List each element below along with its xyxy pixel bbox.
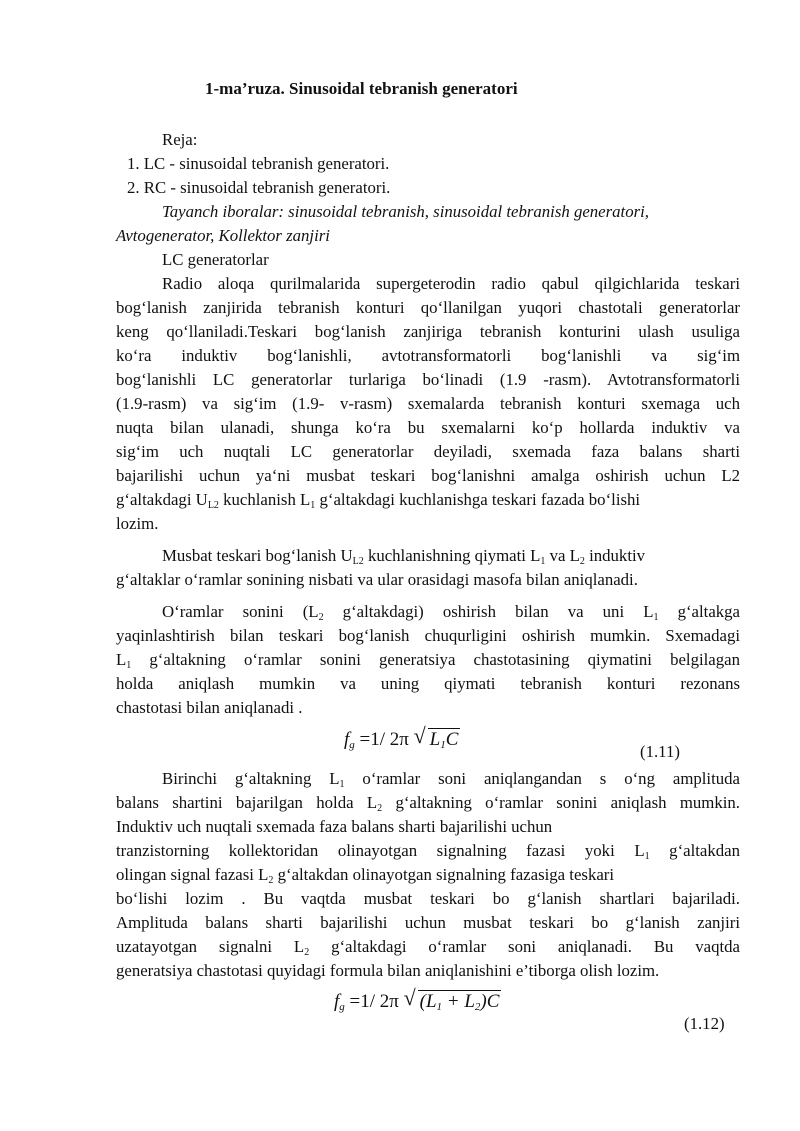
paragraph-line bbox=[162, 544, 645, 568]
keywords-line bbox=[162, 200, 649, 224]
paragraph-line: Amplituda balans sharti bajarilishi uchun musbat teskari bo g‘lanish zanjiri bbox=[116, 913, 740, 932]
paragraph-line bbox=[162, 767, 740, 791]
keywords-text: Avtogenerator, Kollektor zanjiri bbox=[116, 226, 330, 245]
formula-symbol: C bbox=[445, 729, 459, 750]
radical-sign: √ bbox=[413, 723, 426, 748]
subscript: g bbox=[349, 739, 355, 751]
paragraph-line: Radio aloqa qurilmalarida supergeterodin radio qabul qilgichlarida teskari bbox=[162, 274, 740, 293]
text-run: Musbat teskari bog‘lanish U bbox=[162, 546, 353, 565]
subscript: 1 bbox=[310, 500, 316, 511]
subscript: 1 bbox=[436, 1001, 443, 1013]
text-run: induktiv bbox=[589, 546, 646, 565]
paragraph-line: keng qo‘llaniladi.Teskari bog‘lanish zanjiriga tebranish konturini ulash usuliga bbox=[116, 322, 740, 341]
paragraph-line: g‘altaklar o‘ramlar sonining nisbati va ular orasidagi masofa bilan aniqlanadi. bbox=[116, 570, 638, 589]
paragraph-line: yaqinlashtirish bilan teskari bog‘lanish chuqurligini oshirish mumkin. Sxemadagi bbox=[116, 626, 740, 645]
paragraph-line bbox=[116, 839, 740, 863]
keywords-text: Tayanch iboralar: sinusoidal tebranish, sinusoidal tebranish generatori, bbox=[162, 202, 649, 221]
formula-symbol: f bbox=[334, 991, 340, 1012]
paragraph-line: lozim. bbox=[116, 514, 159, 533]
equation-number: (1.11) bbox=[640, 742, 680, 761]
text-run: g‘altakdagi) oshirish bilan va uni L bbox=[342, 602, 654, 621]
subscript: 2 bbox=[304, 947, 310, 958]
text-run: g‘altakdagi kuchlanishga teskari fazada bo‘lishi bbox=[319, 490, 641, 509]
text-run: o‘ramlar soni aniqlangandan s o‘ng amplituda bbox=[362, 769, 740, 788]
formula-symbol: )C bbox=[480, 991, 500, 1012]
formula-symbol: + L bbox=[442, 991, 475, 1012]
subscript: 1 bbox=[644, 851, 650, 862]
paragraph-line: nuqta bilan ulanadi, shunga ko‘ra bu sxemalarni ko‘p hollarda induktiv va bbox=[116, 418, 740, 437]
text-run: uzatayotgan signalni L bbox=[116, 937, 305, 956]
subscript: L2 bbox=[352, 556, 364, 567]
formula-operator: =1/ 2π bbox=[349, 991, 399, 1012]
radical-sign: √ bbox=[403, 985, 416, 1010]
text-run: L bbox=[116, 650, 127, 669]
lecture-title: 1-ma’ruza. Sinusoidal tebranish generatori bbox=[205, 79, 518, 98]
section-heading: LC generatorlar bbox=[162, 250, 269, 269]
paragraph-line bbox=[116, 863, 614, 887]
paragraph-line: Induktiv uch nuqtali sxemada faza balans sharti bajarilishi uchun bbox=[116, 817, 553, 836]
keywords-line bbox=[116, 224, 330, 248]
formula-operator: =1/ 2π bbox=[359, 729, 409, 750]
text-run: g‘altakdagi o‘ramlar soni aniqlanadi. Bu vaqtda bbox=[331, 937, 740, 956]
text-run: g‘altakdan olinayotgan signalning fazasiga teskari bbox=[277, 865, 615, 884]
text-run: tranzistorning kollektoridan olinayotgan signalning fazasi yoki L bbox=[116, 841, 645, 860]
formula-symbol: (L bbox=[419, 991, 437, 1012]
paragraph-line: holda aniqlash mumkin va uning qiymati tebranish konturi rezonans bbox=[116, 674, 740, 693]
subscript: 1 bbox=[440, 739, 446, 751]
text-run: g‘altakdagi U bbox=[116, 490, 208, 509]
sqrt bbox=[413, 723, 461, 752]
paragraph-line bbox=[116, 935, 740, 959]
plan-item: 2. RC - sinusoidal tebranish generatori. bbox=[127, 178, 391, 197]
radicand bbox=[418, 990, 502, 1012]
paragraph-line: bajarilishi uchun ya‘ni musbat teskari bog‘lanishni amalga oshirish uchun L2 bbox=[116, 466, 740, 485]
paragraph-line: (1.9-rasm) va sig‘im (1.9- v-rasm) sxemalarda tebranish konturi sxemaga uch bbox=[116, 394, 740, 413]
formula-symbol: L bbox=[429, 729, 441, 750]
text-run: olingan signal fazasi L bbox=[116, 865, 269, 884]
equation-number: (1.12) bbox=[684, 1014, 725, 1033]
subscript: 2 bbox=[268, 875, 274, 886]
paragraph-line: sig‘im uch nuqtali LC generatorlar deyiladi, sxemada faza balans sharti bbox=[116, 442, 740, 461]
formula-1-12 bbox=[334, 985, 501, 1014]
text-run: kuchlanish L bbox=[223, 490, 311, 509]
text-run: va L bbox=[549, 546, 580, 565]
formula-symbol: f bbox=[344, 729, 350, 750]
text-run: Birinchi g‘altakning L bbox=[162, 769, 340, 788]
subscript: g bbox=[339, 1001, 345, 1013]
paragraph-line bbox=[162, 600, 740, 624]
paragraph-line: chastotasi bilan aniqlanadi . bbox=[116, 698, 303, 717]
sqrt bbox=[403, 985, 502, 1014]
text-run: g‘altakning o‘ramlar sonini generatsiya chastotasining qiymatini belgilagan bbox=[149, 650, 740, 669]
text-run: g‘altakdan bbox=[669, 841, 740, 860]
subscript: 1 bbox=[653, 612, 659, 623]
radicand bbox=[428, 728, 461, 750]
text-run: O‘ramlar sonini (L bbox=[162, 602, 319, 621]
paragraph-line: bog‘lanish zanjirida tebranish konturi qo‘llanilgan yuqori chastotali generatorlar bbox=[116, 298, 740, 317]
subscript: 2 bbox=[318, 612, 324, 623]
text-run: balans shartini bajarilgan holda L bbox=[116, 793, 378, 812]
paragraph-line bbox=[116, 648, 740, 672]
subscript: 2 bbox=[474, 1001, 481, 1013]
paragraph-line: generatsiya chastotasi quyidagi formula bilan aniqlanishini e’tiborga olish lozim. bbox=[116, 961, 660, 980]
text-run: kuchlanishning qiymati L bbox=[367, 546, 541, 565]
subscript: L2 bbox=[207, 500, 219, 511]
plan-item: 1. LC - sinusoidal tebranish generatori. bbox=[127, 154, 390, 173]
subscript: 1 bbox=[540, 556, 546, 567]
paragraph-line: bo‘lishi lozim . Bu vaqtda musbat teskari bo g‘lanish shartlari bajariladi. bbox=[116, 889, 740, 908]
subscript: 1 bbox=[126, 660, 132, 671]
formula-1-11 bbox=[344, 723, 460, 752]
paragraph-line bbox=[116, 488, 640, 512]
subscript: 2 bbox=[579, 556, 585, 567]
subscript: 2 bbox=[377, 803, 383, 814]
text-run: g‘altakga bbox=[677, 602, 740, 621]
text-run: g‘altakning o‘ramlar sonini aniqlash mumkin. bbox=[395, 793, 740, 812]
paragraph-line bbox=[116, 791, 740, 815]
plan-label: Reja: bbox=[162, 130, 198, 149]
paragraph-line: ko‘ra induktiv bog‘lanishli, avtotransformatorli bog‘lanishli va sig‘im bbox=[116, 346, 740, 365]
subscript: 1 bbox=[339, 779, 345, 790]
paragraph-line: bog‘lanishli LC generatorlar turlariga bo‘linadi (1.9 -rasm). Avtotransformatorli bbox=[116, 370, 740, 389]
